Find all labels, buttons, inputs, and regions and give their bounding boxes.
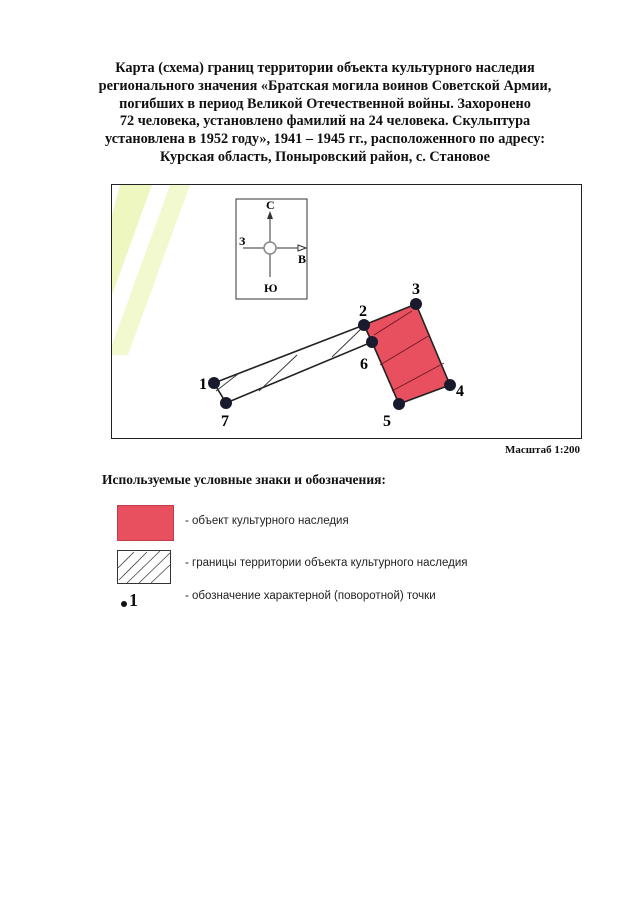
compass-south-label: Ю xyxy=(264,281,278,295)
point-marker-3 xyxy=(410,298,422,310)
point-marker-4 xyxy=(444,379,456,391)
title-line: погибших в период Великой Отечественной войны. Захоронено xyxy=(119,95,531,112)
point-dot-icon xyxy=(121,601,127,607)
title-line: Курская область, Поныровский район, с. Становое xyxy=(159,148,491,165)
point-label-3: 3 xyxy=(412,281,420,298)
territory-boundary xyxy=(214,325,372,403)
map-frame xyxy=(111,184,582,439)
legend-title: Используемые условные знаки и обозначения: xyxy=(102,472,386,487)
compass-center-icon xyxy=(264,242,276,254)
legend-boundary-swatch xyxy=(117,550,171,584)
point-label-7: 7 xyxy=(221,413,229,430)
title-line: Карта (схема) границ территории объекта культурного наследия xyxy=(115,60,535,76)
map-title xyxy=(80,60,570,167)
point-label-6: 6 xyxy=(360,356,368,373)
point-marker-1 xyxy=(208,377,220,389)
title-line: 72 человека, установлено фамилий на 24 человека. Скульптура xyxy=(119,113,531,130)
scale-label: Масштаб 1:200 xyxy=(504,444,580,456)
point-label-1: 1 xyxy=(199,376,207,393)
boundary-outline xyxy=(214,325,372,403)
east-arrow-icon xyxy=(298,245,306,251)
legend-object-swatch xyxy=(117,505,174,541)
point-label-5: 5 xyxy=(383,413,391,430)
legend-object-label: - объект культурного наследия xyxy=(185,515,349,527)
legend-point-label: - обозначение характерной (поворотной) точки xyxy=(185,590,436,602)
heritage-object-area xyxy=(364,304,450,404)
compass-west-label: З xyxy=(239,234,246,248)
point-marker-6 xyxy=(366,336,378,348)
point-marker-7 xyxy=(220,397,232,409)
legend-point-number: 1 xyxy=(129,590,138,610)
title-line: регионального значения «Братская могила воинов Советской Армии, xyxy=(98,77,552,94)
compass-north-label: С xyxy=(266,198,275,212)
compass xyxy=(236,198,307,299)
compass-east-label: В xyxy=(298,252,307,266)
legend-point-example xyxy=(121,590,138,611)
point-label-2: 2 xyxy=(359,303,367,320)
title-line: установлена в 1952 году», 1941 – 1945 гг., расположенного по адресу: xyxy=(105,131,545,148)
point-label-4: 4 xyxy=(456,383,464,400)
heritage-object xyxy=(364,304,450,404)
point-marker-5 xyxy=(393,398,405,410)
boundary-hatch xyxy=(259,355,297,391)
north-arrow-icon xyxy=(267,211,273,219)
point-marker-2 xyxy=(358,319,370,331)
map-canvas xyxy=(112,185,582,439)
legend-boundary-label: - границы территории объекта культурного наследия xyxy=(185,557,468,569)
